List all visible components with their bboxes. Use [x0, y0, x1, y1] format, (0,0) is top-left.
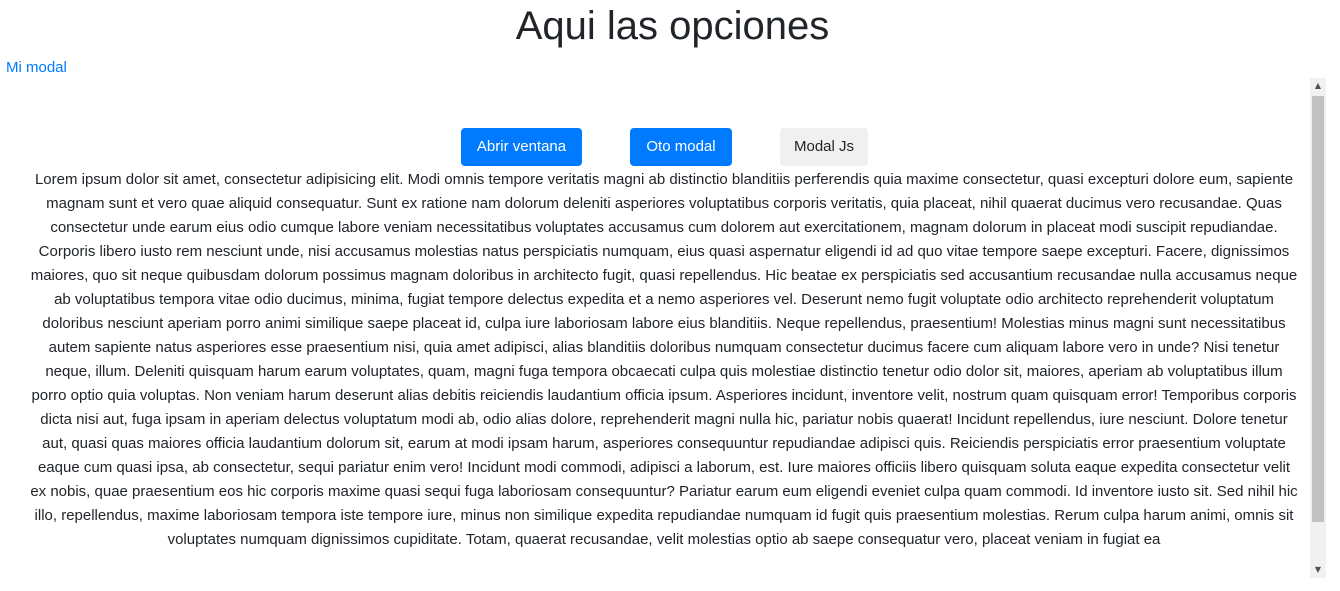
frame-content — [0, 78, 1310, 578]
body-paragraph: Lorem ipsum dolor sit amet, consectetur adipisicing elit. Modi omnis tempore veritatis magni ab distinctio blanditiis perferendis quia maxime consectetur, quasi excepturi dolore eum, sapiente magnam sunt et vero quae aliquid consequatur. Sunt ex ratione nam dolorum deleniti asperiores voluptatibus corporis veritatis, quia placeat, nihil quaerat ducimus vero recusandae. Quas consectetur unde earum eius odio cumque labore veniam necessitatibus voluptates accusamus cum dolorem aut exercitationem, magnam dolorum in placeat modi suscipit repudiandae. Corporis libero iusto rem nesciunt unde, nisi accusamus molestias natus perspiciatis numquam, eius quasi aspernatur eligendi id ad quo vitae tempore saepe excepturi. Facere, dignissimos maiores, quo sit neque quibusdam dolorum possimus magnam doloribus in architecto fugit, quasi repellendus. Hic beatae ex perspiciatis sed accusantium recusandae nulla accusamus neque ab voluptatibus tempora vitae odio ducimus, minima, fugiat tempore delectus expedita et a nemo asperiores vel. Deserunt nemo fugit voluptate odio architecto reprehenderit voluptatum doloribus nesciunt aperiam porro animi similique saepe placeat id, culpa iure laboriosam labore eius blanditiis. Neque repellendus, praesentium! Molestias minus magni sunt necessitatibus autem sapiente natus asperiores esse praesentium nisi, quia amet adipisci, alias blanditiis doloribus numquam consectetur ducimus facere cum aliquam labore vero in unde? Nisi tenetur neque, illum. Deleniti quisquam harum earum voluptates, quam, magni fuga tempora obcaecati culpa quis molestiae distinctio tenetur odio dolor sit, maiores, aperiam ab voluptatibus illum porro optio quia voluptas. Non veniam harum deserunt alias debitis reiciendis laudantium officia ipsum. Asperiores incidunt, inventore velit, nostrum quam quisquam error! Temporibus corporis dicta nisi aut, fuga ipsam in aperiam delectus voluptatum modi ab, odio alias dolore, reprehenderit magni nulla hic, pariatur nobis quaerat! Incidunt repellendus, iure nesciunt. Dolore tenetur aut, quasi quas maiores officia laudantium dolorum sit, earum at modi ipsam harum, asperiores consequuntur repudiandae adipisci quis. Reiciendis perspiciatis error praesentium voluptate eaque cum quasi ipsa, ab consectetur, sequi pariatur enim vero! Incidunt modi commodi, adipisci a laborum, est. Iure maiores officiis libero quisquam soluta eaque expedita consectetur velit ex nobis, quae praesentium eos hic corporis maxime quasi sequi fuga laboriosam consequuntur? Pariatur earum eum eligendi eveniet culpa quam commodi. Id inventore iusto sit. Sed nihil hic illo, repellendus, maxime laboriosam tempora iste tempore iure, minus non similique expedita repudiandae numquam id fugit quis praesentium molestias. Rerum culpa harum animi, omnis sit voluptates numquam dignissimos cupiditate. Totam, quaerat recusandae, velit molestias optio ab saepe consequatur vero, placeat veniam in fugiat ea — [30, 171, 1298, 548]
button-row — [0, 128, 1310, 166]
page-title: Aqui las opciones — [515, 4, 830, 48]
modal-js-button[interactable]: Modal Js — [780, 128, 868, 166]
oto-modal-button[interactable]: Oto modal — [630, 128, 732, 166]
scroll-up-arrow-icon[interactable]: ▲ — [1314, 81, 1322, 90]
scroll-down-arrow-icon[interactable]: ▼ — [1314, 565, 1322, 574]
scroll-thumb[interactable] — [1312, 96, 1324, 522]
mi-modal-link[interactable]: Mi modal — [6, 59, 67, 76]
vertical-scrollbar[interactable] — [1310, 78, 1326, 578]
abrir-ventana-button[interactable]: Abrir ventana — [461, 128, 582, 166]
embedded-frame — [0, 78, 1326, 578]
